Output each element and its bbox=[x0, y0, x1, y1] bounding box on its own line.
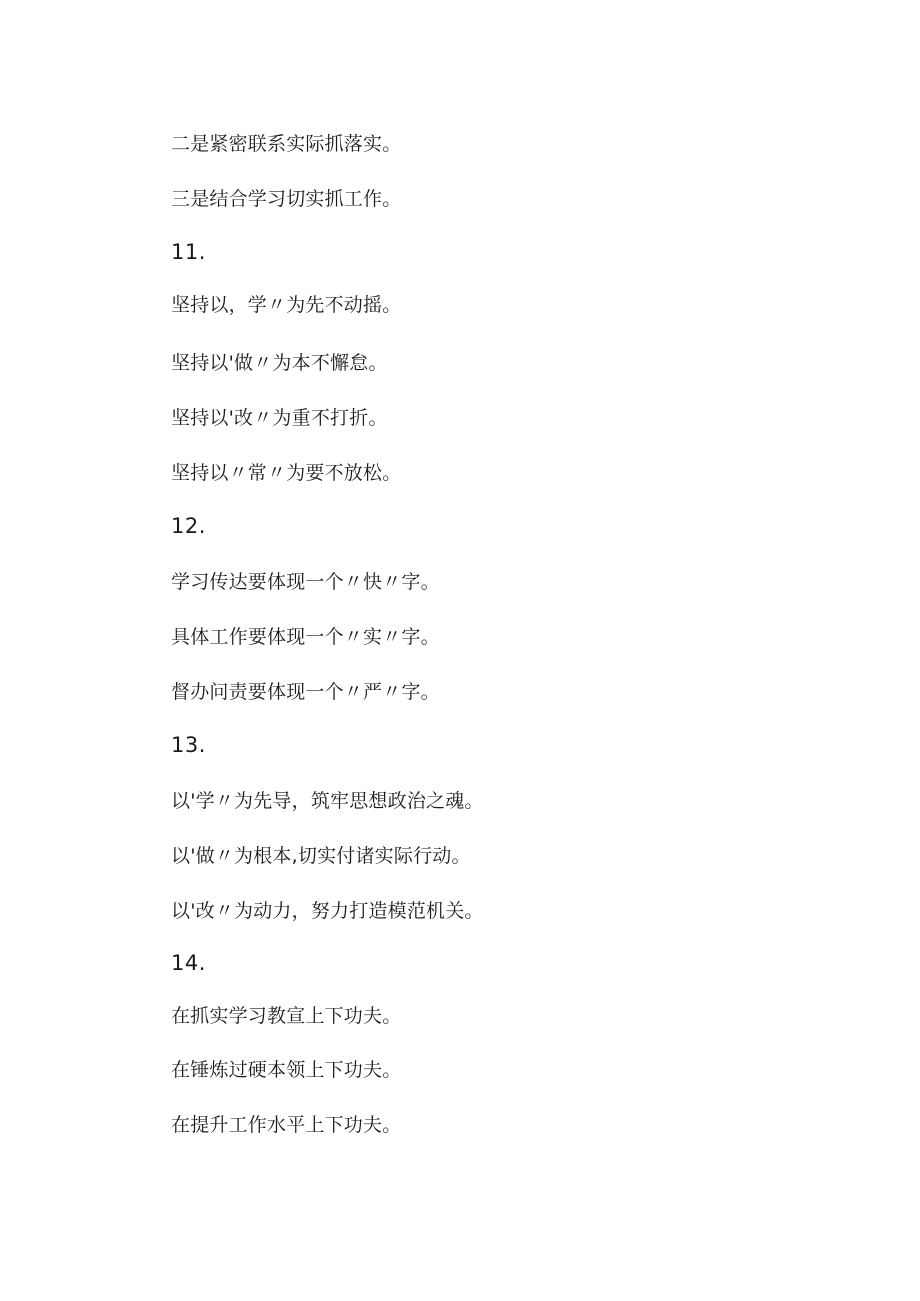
text-line: 坚持以，学〃为先不动摇。 bbox=[171, 294, 402, 316]
section-number: 13. bbox=[171, 733, 206, 757]
text-line: 三是结合学习切实抓工作。 bbox=[171, 188, 402, 210]
text-line: 坚持以'改〃为重不打折。 bbox=[171, 407, 388, 429]
text-line: 二是紧密联系实际抓落实。 bbox=[171, 133, 402, 155]
text-line: 督办问责要体现一个〃严〃字。 bbox=[171, 681, 440, 703]
section-number: 12. bbox=[171, 514, 206, 538]
text-line: 在锤炼过硬本领上下功夫。 bbox=[171, 1059, 402, 1081]
text-line: 坚持以'做〃为本不懈怠。 bbox=[171, 352, 388, 374]
text-line: 在抓实学习教宣上下功夫。 bbox=[171, 1005, 402, 1027]
text-line: 坚持以〃常〃为要不放松。 bbox=[171, 462, 402, 484]
text-line: 在提升工作水平上下功夫。 bbox=[171, 1114, 402, 1136]
text-line: 以'做〃为根本,切实付诸实际行动。 bbox=[171, 845, 471, 867]
text-line: 具体工作要体现一个〃实〃字。 bbox=[171, 626, 440, 648]
text-line: 学习传达要体现一个〃快〃字。 bbox=[171, 571, 440, 593]
section-number: 14. bbox=[171, 951, 206, 975]
text-line: 以'学〃为先导，筑牢思想政治之魂。 bbox=[171, 790, 484, 812]
section-number: 11. bbox=[171, 240, 206, 264]
text-line: 以'改〃为动力，努力打造模范机关。 bbox=[171, 900, 484, 922]
